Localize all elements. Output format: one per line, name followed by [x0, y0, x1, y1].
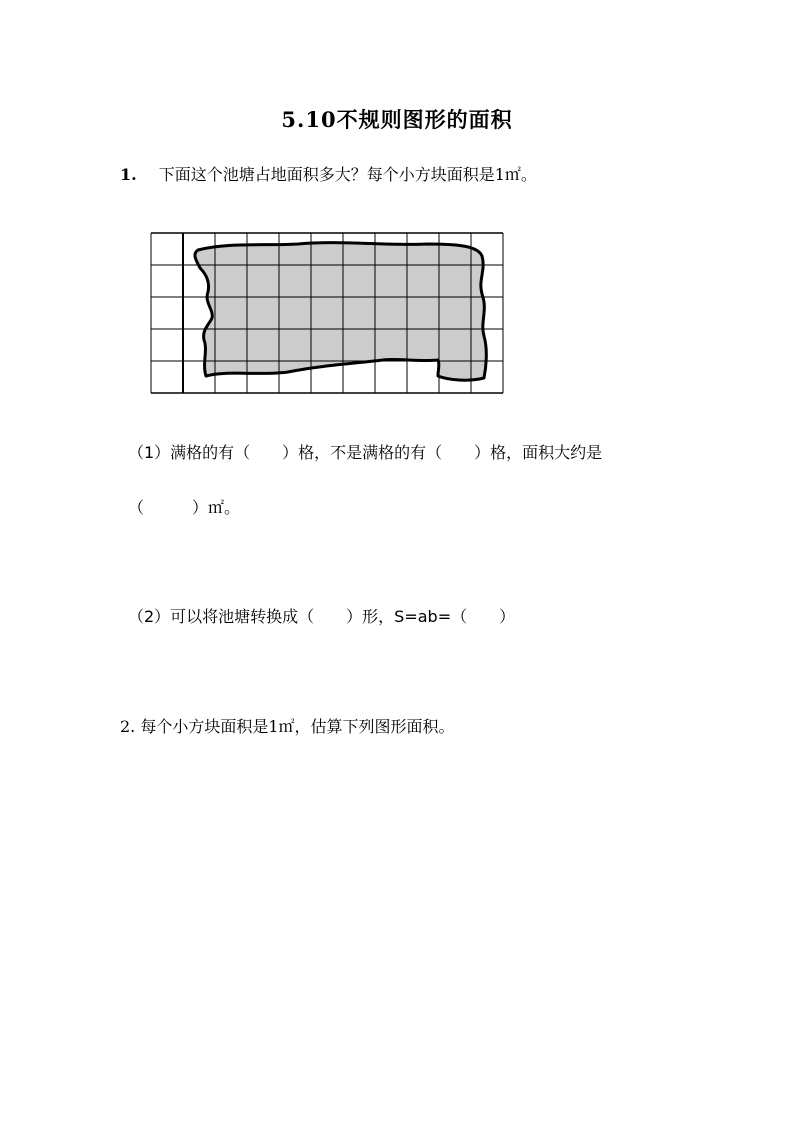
question-1-number: 1. — [120, 165, 137, 184]
sub-question-1-line-1: （1）满格的有（ ）格，不是满格的有（ ）格，面积大约是 — [128, 443, 603, 462]
sub-question-2: （2）可以将池塘转换成（ ）形，S=ab=（ ） — [128, 607, 516, 626]
sub-question-1-line-2: （ ）㎡。 — [128, 498, 241, 517]
question-2: 2. 每个小方块面积是1㎡，估算下列图形面积。 — [120, 717, 455, 736]
pond-grid-figure — [148, 230, 508, 406]
question-1 — [120, 162, 537, 185]
question-1-text: 下面这个池塘占地面积多大？每个小方块面积是1㎡。 — [158, 165, 537, 184]
page-title: 5.10不规则图形的面积 — [281, 107, 513, 132]
pond-shape — [195, 243, 486, 381]
